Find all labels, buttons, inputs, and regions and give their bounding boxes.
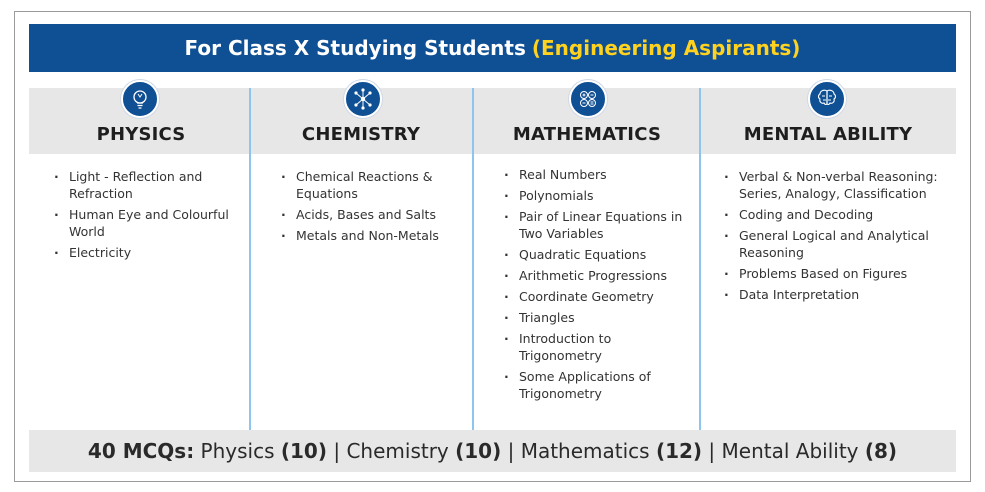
list-item: · Real Numbers <box>504 166 689 183</box>
list-item: · Acids, Bases and Salts <box>281 206 461 223</box>
topic-list-physics <box>54 168 234 265</box>
list-item: · Introduction to Trigonometry <box>504 330 689 364</box>
summary-label: Physics <box>194 439 281 463</box>
math-symbols-icon <box>569 80 607 118</box>
column-divider <box>472 88 474 430</box>
mcq-summary <box>29 430 956 472</box>
banner-title: For Class X Studying Students <box>184 36 526 60</box>
mcq-total: 40 MCQs: <box>87 439 195 463</box>
list-item: · Electricity <box>54 244 234 261</box>
banner-highlight: (Engineering Aspirants) <box>531 36 801 60</box>
list-item: · Triangles <box>504 309 689 326</box>
summary-label: | Mathematics <box>501 439 656 463</box>
lightbulb-icon <box>121 80 159 118</box>
summary-count: (10) <box>455 439 502 463</box>
banner <box>29 24 956 72</box>
list-item: · Problems Based on Figures <box>724 265 939 282</box>
list-item: · Light - Reflection and Refraction <box>54 168 234 202</box>
topic-list-mental-ability <box>724 168 939 307</box>
summary-label: | Mental Ability <box>702 439 865 463</box>
list-item: · Arithmetic Progressions <box>504 267 689 284</box>
column-divider <box>249 88 251 430</box>
subject-title-mental-ability: MENTAL ABILITY <box>743 124 913 145</box>
list-item: · Some Applications of Trigonometry <box>504 368 689 402</box>
list-item: · Quadratic Equations <box>504 246 689 263</box>
subject-title-mathematics: MATHEMATICS <box>512 124 662 145</box>
list-item: · Polynomials <box>504 187 689 204</box>
list-item: · Human Eye and Colourful World <box>54 206 234 240</box>
brain-icon <box>808 80 846 118</box>
topic-list-mathematics <box>504 166 689 406</box>
list-item: · Metals and Non-Metals <box>281 227 461 244</box>
summary-count: (8) <box>864 439 898 463</box>
subject-title-chemistry: CHEMISTRY <box>301 124 421 145</box>
list-item: · Coordinate Geometry <box>504 288 689 305</box>
topic-list-chemistry <box>281 168 461 248</box>
column-divider <box>699 88 701 430</box>
list-item: · Coding and Decoding <box>724 206 939 223</box>
molecule-icon <box>344 80 382 118</box>
list-item: · Chemical Reactions & Equations <box>281 168 461 202</box>
list-item: · Verbal & Non-verbal Reasoning: Series, Analogy, Classification <box>724 168 939 202</box>
subject-title-physics: PHYSICS <box>96 124 186 145</box>
list-item: · Pair of Linear Equations in Two Variables <box>504 208 689 242</box>
list-item: · General Logical and Analytical Reasoning <box>724 227 939 261</box>
list-item: · Data Interpretation <box>724 286 939 303</box>
summary-label: | Chemistry <box>327 439 456 463</box>
summary-count: (12) <box>655 439 703 463</box>
summary-count: (10) <box>280 439 327 463</box>
